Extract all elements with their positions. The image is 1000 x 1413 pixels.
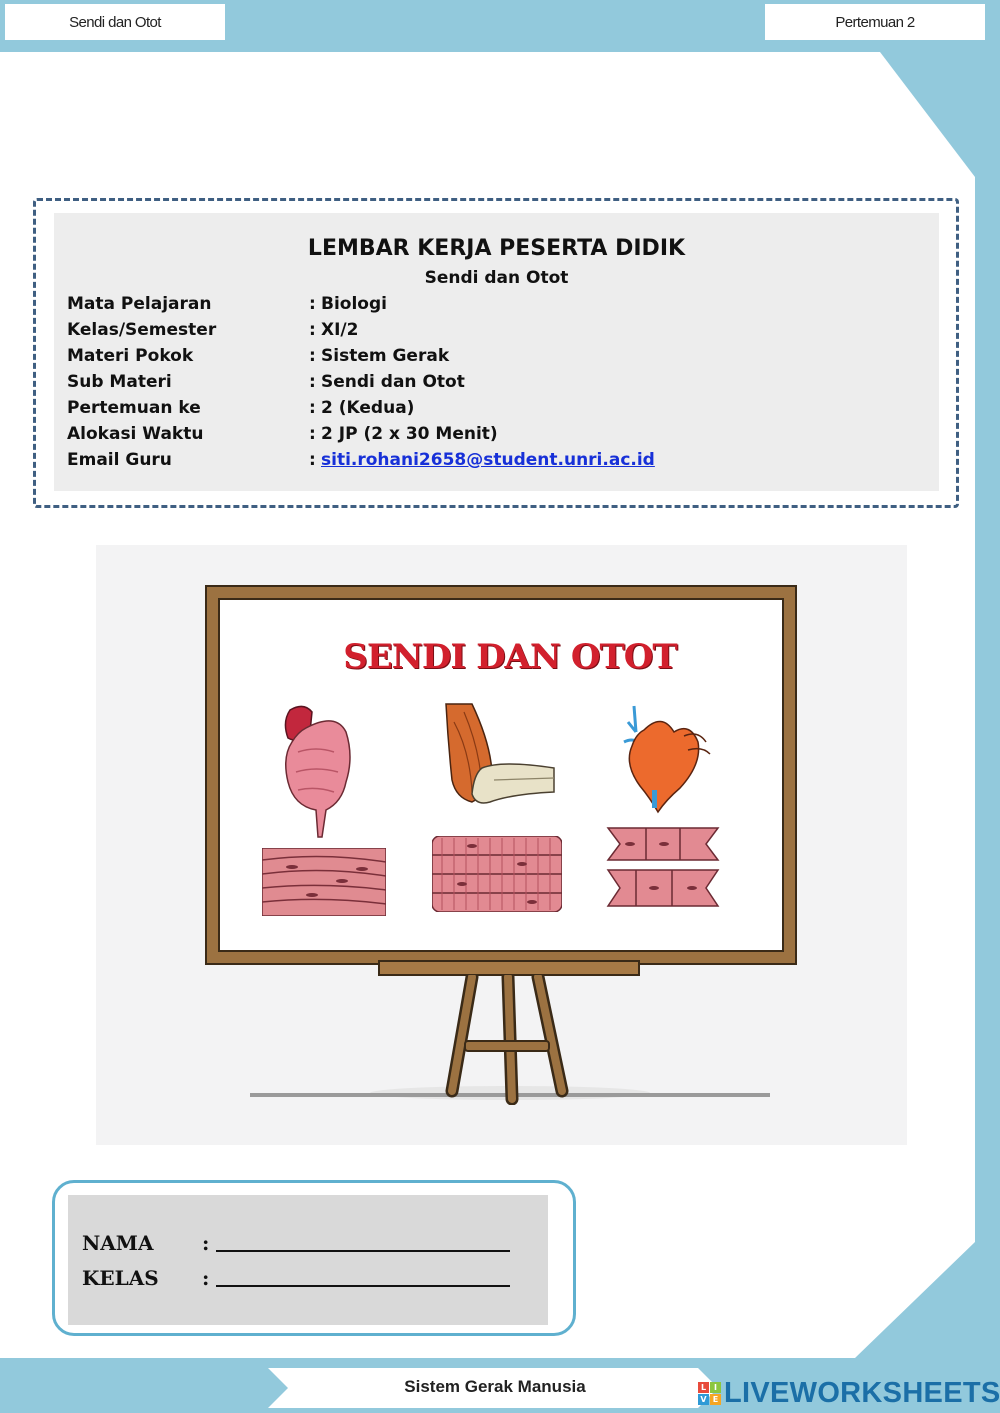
form-colon: : bbox=[202, 1266, 210, 1290]
info-value: 2 JP (2 x 30 Menit) bbox=[321, 424, 498, 444]
info-row-time bbox=[67, 424, 927, 448]
info-value: 2 (Kedua) bbox=[321, 398, 415, 418]
board-title: SENDI DAN OTOT bbox=[343, 637, 677, 677]
heart-icon bbox=[614, 702, 714, 814]
logo-text: LIVEWORKSHEETS bbox=[724, 1376, 1000, 1409]
info-label: Pertemuan ke bbox=[67, 398, 201, 418]
worksheet-title: LEMBAR KERJA PESERTA DIDIK bbox=[307, 236, 686, 261]
info-label: Email Guru bbox=[67, 450, 172, 470]
smooth-muscle-icon bbox=[262, 848, 386, 916]
teacher-email-link[interactable]: siti.rohani2658@student.unri.ac.id bbox=[321, 450, 655, 470]
liveworksheets-logo bbox=[698, 1376, 1000, 1410]
footer-title: Sistem Gerak Manusia bbox=[404, 1377, 586, 1396]
info-label: Sub Materi bbox=[67, 372, 172, 392]
info-label: Materi Pokok bbox=[67, 346, 194, 366]
info-row-subject bbox=[67, 294, 927, 318]
info-colon: : bbox=[309, 424, 316, 444]
info-value: Sistem Gerak bbox=[321, 346, 450, 366]
student-form-panel bbox=[68, 1195, 548, 1325]
info-value: XI/2 bbox=[321, 320, 359, 340]
logo-squares-icon: L I V E bbox=[698, 1382, 721, 1405]
info-colon: : bbox=[309, 346, 316, 366]
elbow-joint-icon bbox=[442, 702, 558, 812]
easel-legs-icon bbox=[240, 975, 780, 1105]
class-label: KELAS bbox=[82, 1266, 159, 1290]
intestine-icon bbox=[276, 702, 356, 842]
info-value: Sendi dan Otot bbox=[321, 372, 465, 392]
class-input-line[interactable] bbox=[216, 1285, 510, 1287]
info-colon: : bbox=[309, 294, 316, 314]
info-row-topic bbox=[67, 346, 927, 370]
name-label: NAMA bbox=[82, 1231, 154, 1255]
info-colon: : bbox=[309, 450, 316, 470]
header-meeting-label: Pertemuan 2 bbox=[765, 4, 985, 40]
info-colon: : bbox=[309, 398, 316, 418]
info-value: Biologi bbox=[321, 294, 387, 314]
worksheet-subtitle: Sendi dan Otot bbox=[424, 268, 569, 288]
info-colon: : bbox=[309, 320, 316, 340]
info-row-class bbox=[67, 320, 927, 344]
info-label: Alokasi Waktu bbox=[67, 424, 204, 444]
info-colon: : bbox=[309, 372, 316, 392]
info-row-meeting bbox=[67, 398, 927, 422]
name-input-line[interactable] bbox=[216, 1250, 510, 1252]
cardiac-muscle-icon bbox=[606, 824, 720, 910]
form-colon: : bbox=[202, 1231, 210, 1255]
header-topic-label: Sendi dan Otot bbox=[5, 4, 225, 40]
info-label: Mata Pelajaran bbox=[67, 294, 212, 314]
info-row-email bbox=[67, 450, 927, 474]
info-label: Kelas/Semester bbox=[67, 320, 217, 340]
info-row-subtopic bbox=[67, 372, 927, 396]
skeletal-muscle-icon bbox=[432, 836, 562, 912]
board-ledge bbox=[378, 960, 640, 976]
